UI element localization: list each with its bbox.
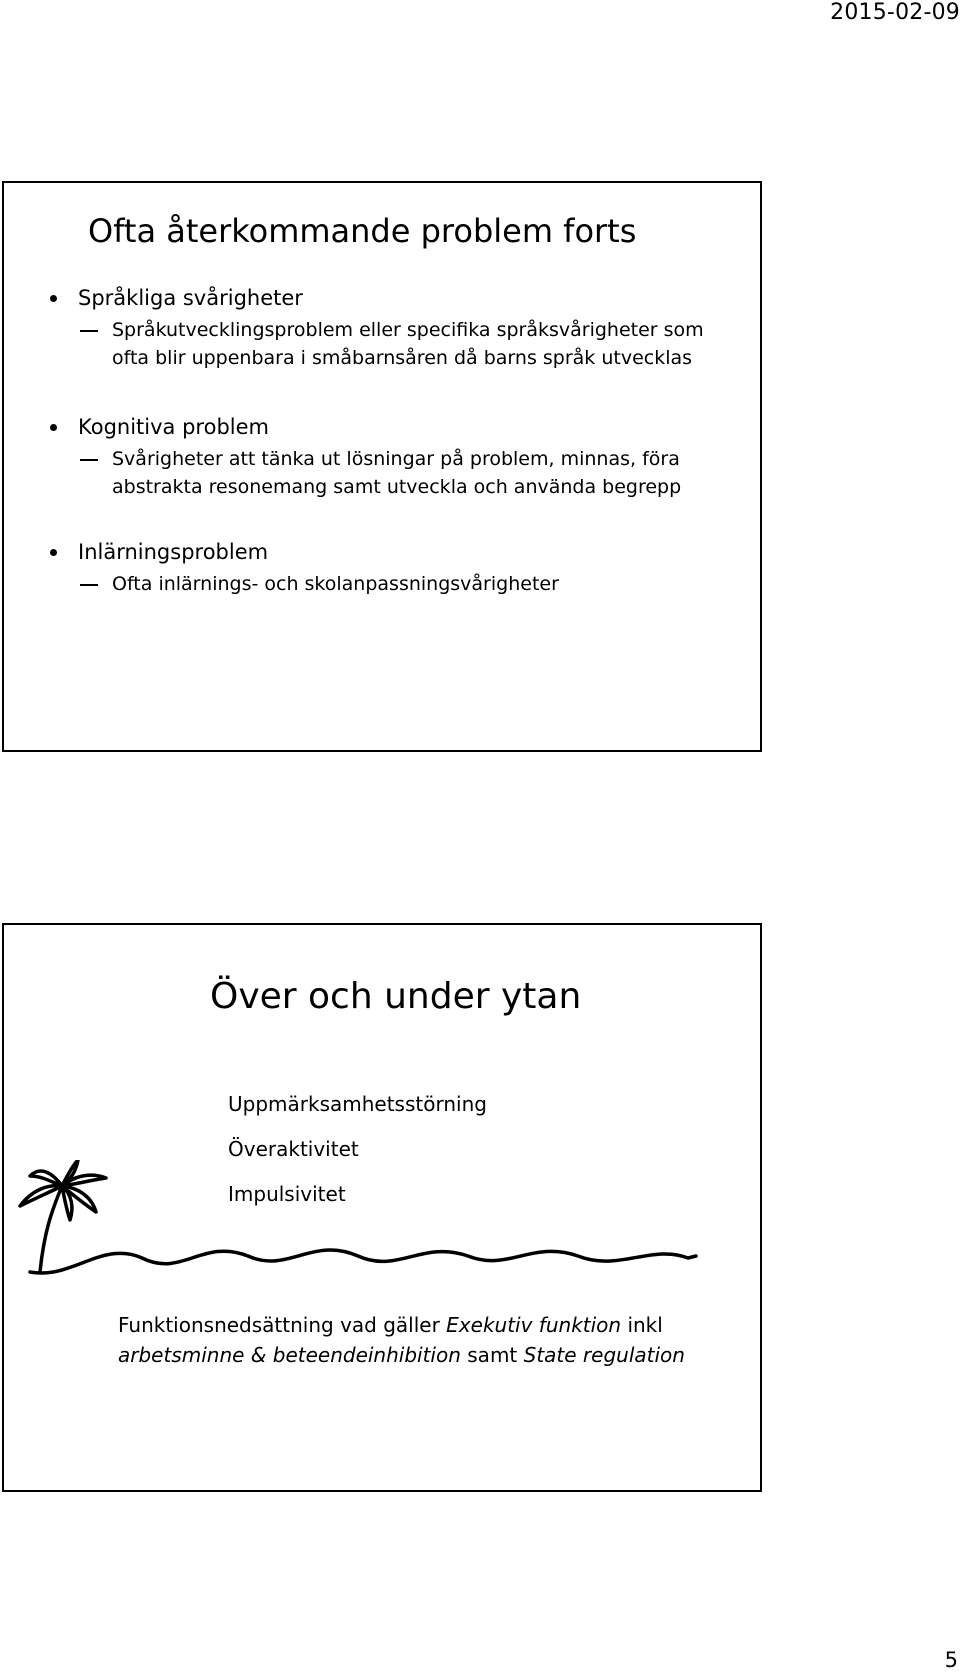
dash-icon <box>80 459 98 461</box>
bullet-text: Kognitiva problem <box>78 415 269 439</box>
bullet-dot-icon <box>50 424 57 431</box>
bullet-dot-icon <box>50 549 57 556</box>
slide-above-below-surface <box>2 923 762 1492</box>
note-text: samt <box>460 1343 524 1367</box>
executive-function-note <box>118 1310 738 1370</box>
slide-recurring-problems <box>2 181 762 752</box>
waves-line <box>30 1250 696 1273</box>
list-item: Impulsivitet <box>228 1182 346 1206</box>
note-italic-text: arbetsminne & beteendeinhibition <box>118 1343 461 1367</box>
palm-trunk <box>40 1186 62 1272</box>
sub-bullet <box>48 570 732 598</box>
note-italic-text: State regulation <box>523 1343 685 1367</box>
bullet-label <box>48 412 748 442</box>
bullet-label <box>48 283 748 313</box>
sub-bullet-text: Språkutvecklingsproblem eller specifika språksvårigheter som ofta blir uppenbara i småbarnsåren då barns språk utvecklas <box>112 319 704 369</box>
header-date: 2015-02-09 <box>830 0 960 25</box>
note-text: Funktionsnedsättning vad gäller <box>118 1313 447 1337</box>
list-item: Uppmärksamhetsstörning <box>228 1092 487 1116</box>
page-number: 5 <box>944 1648 958 1672</box>
dash-icon <box>80 584 98 586</box>
sub-bullet-text: Ofta inlärnings- och skolanpassningsvårigheter <box>112 573 559 595</box>
note-text: inkl <box>621 1313 663 1337</box>
bullet-dot-icon <box>50 295 57 302</box>
bullet-label <box>48 537 748 567</box>
sub-bullet <box>48 445 732 501</box>
note-italic-text: Exekutiv funktion <box>446 1313 622 1337</box>
bullet-text: Inlärningsproblem <box>78 540 269 564</box>
list-item <box>48 412 748 501</box>
palm-leaf <box>30 1171 62 1186</box>
slide-title: Över och under ytan <box>210 976 582 1017</box>
list-item: Överaktivitet <box>228 1137 359 1161</box>
list-item <box>48 537 748 598</box>
sub-bullet <box>48 316 732 372</box>
sub-bullet-text: Svårigheter att tänka ut lösningar på problem, minnas, föra abstrakta resonemang samt utveckla och använda begrepp <box>112 448 682 498</box>
problem-list <box>48 283 748 638</box>
dash-icon <box>80 330 98 332</box>
slide-title: Ofta återkommande problem forts <box>88 212 637 250</box>
palm-tree-waves-drawing <box>12 1160 742 1280</box>
list-item <box>48 283 748 372</box>
bullet-text: Språkliga svårigheter <box>78 286 303 310</box>
